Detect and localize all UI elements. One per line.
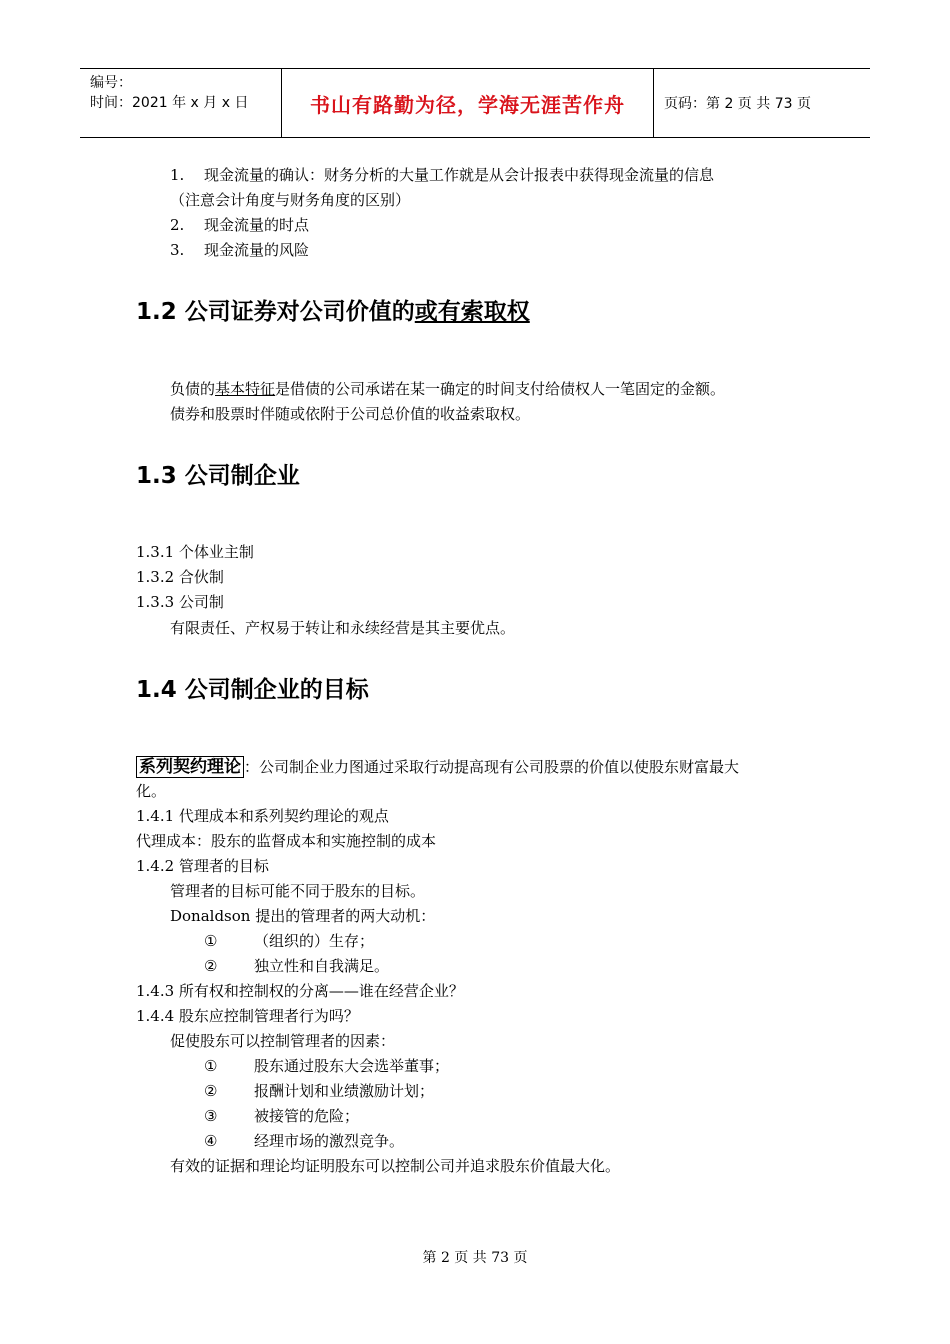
list-number: 3. bbox=[170, 241, 185, 259]
list-item bbox=[204, 1131, 404, 1151]
list-item bbox=[204, 1056, 449, 1076]
list-number: 1. bbox=[170, 166, 185, 184]
list-text: 独立性和自我满足。 bbox=[254, 957, 390, 975]
paragraph-line: 化。 bbox=[136, 782, 167, 800]
boxed-term: 系列契约理论 bbox=[136, 756, 244, 778]
list-item bbox=[204, 1081, 434, 1101]
list-text: 被接管的危险； bbox=[254, 1107, 360, 1125]
list-item bbox=[170, 190, 410, 210]
list-text: 现金流量的时点 bbox=[204, 216, 310, 234]
subsection-line: 1.3.1 个体业主制 bbox=[136, 543, 254, 561]
list-item bbox=[204, 931, 374, 951]
list-item bbox=[170, 165, 714, 185]
list-marker: ② bbox=[204, 1082, 218, 1100]
header-page-cell bbox=[654, 69, 870, 137]
paragraph-line: 代理成本：股东的监督成本和实施控制的成本 bbox=[136, 832, 437, 850]
section-heading-1-3: 1.3 公司制企业 bbox=[136, 463, 300, 489]
text-run: 是借债的公司承诺在某一确定的时间支付给债权人一笔固定的金额。 bbox=[275, 380, 726, 398]
heading-underlined-text: 或有索取权 bbox=[414, 299, 530, 325]
paragraph-line bbox=[170, 379, 725, 399]
subsection-line: 1.4.4 股东应控制管理者行为吗？ bbox=[136, 1007, 359, 1025]
list-item bbox=[204, 1106, 359, 1126]
list-marker: ② bbox=[204, 957, 218, 975]
header-motto-cell bbox=[282, 69, 654, 137]
list-text: 报酬计划和业绩激励计划； bbox=[254, 1082, 435, 1100]
page-footer: 第 2 页 共 73 页 bbox=[422, 1250, 528, 1266]
paragraph-line: 有效的证据和理论均证明股东可以控制公司并追求股东价值最大化。 bbox=[170, 1157, 621, 1175]
subsection-line: 1.4.3 所有权和控制权的分离——谁在经营企业？ bbox=[136, 982, 464, 1000]
text-run: 负债的 bbox=[170, 380, 216, 398]
subsection-line: 1.4.2 管理者的目标 bbox=[136, 857, 269, 875]
list-text: 现金流量的确认：财务分析的大量工作就是从会计报表中获得现金流量的信息 bbox=[204, 166, 715, 184]
subsection-line: 1.3.2 合伙制 bbox=[136, 568, 224, 586]
time-label: 时间：2021 年 x 月 x 日 bbox=[90, 95, 249, 111]
subsection-line: 1.3.3 公司制 bbox=[136, 593, 224, 611]
list-text: （组织的）生存； bbox=[254, 932, 375, 950]
header-meta-cell bbox=[80, 69, 282, 137]
list-text: 现金流量的风险 bbox=[204, 241, 310, 259]
list-number: 2. bbox=[170, 216, 185, 234]
list-text: 股东通过股东大会选举董事； bbox=[254, 1057, 450, 1075]
heading-text: 1.2 公司证券对公司价值的 bbox=[136, 299, 415, 325]
subsection-line: 1.4.1 代理成本和系列契约理论的观点 bbox=[136, 807, 389, 825]
paragraph-line: 管理者的目标可能不同于股东的目标。 bbox=[170, 882, 426, 900]
paragraph-line: Donaldson 提出的管理者的两大动机： bbox=[170, 907, 436, 925]
paragraph-line: 有限责任、产权易于转让和永续经营是其主要优点。 bbox=[170, 619, 516, 637]
motto: 书山有路勤为径，学海无涯苦作舟 bbox=[310, 92, 625, 117]
list-marker: ① bbox=[204, 1057, 218, 1075]
list-marker: ③ bbox=[204, 1107, 218, 1125]
list-item bbox=[170, 215, 309, 235]
list-marker: ① bbox=[204, 932, 218, 950]
list-marker: ④ bbox=[204, 1132, 218, 1150]
underlined-term: 基本特征 bbox=[215, 380, 276, 398]
page-header bbox=[80, 68, 870, 138]
paragraph-line bbox=[136, 756, 739, 778]
serial-label: 编号： bbox=[90, 75, 132, 91]
list-item bbox=[204, 956, 389, 976]
paragraph-line: 促使股东可以控制管理者的因素： bbox=[170, 1032, 396, 1050]
list-text: 经理市场的激烈竞争。 bbox=[254, 1132, 405, 1150]
section-heading-1-4: 1.4 公司制企业的目标 bbox=[136, 677, 369, 703]
page-label: 页码：第 2 页 共 73 页 bbox=[664, 96, 811, 112]
paragraph-line: 债券和股票时伴随或依附于公司总价值的收益索取权。 bbox=[170, 405, 531, 423]
list-text: （注意会计角度与财务角度的区别） bbox=[170, 191, 411, 209]
text-run: ：公司制企业力图通过采取行动提高现有公司股票的价值以使股东财富最大 bbox=[244, 758, 740, 776]
list-item bbox=[170, 240, 309, 260]
section-heading-1-2 bbox=[136, 293, 530, 326]
